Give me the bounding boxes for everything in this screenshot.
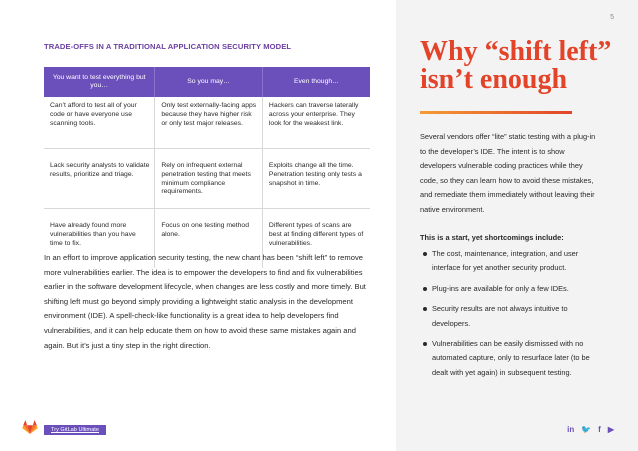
table-header-cell: Even though… <box>262 67 370 97</box>
facebook-icon[interactable]: f <box>598 425 601 434</box>
list-item <box>420 337 600 380</box>
sidebar-headline <box>420 38 620 94</box>
table-row <box>44 97 370 149</box>
table-header-cell: So you may… <box>155 67 263 97</box>
try-gitlab-ultimate-button[interactable]: Try GitLab Ultimate <box>44 425 106 435</box>
list-item <box>420 247 600 276</box>
table-cell: Only test externally-facing apps because they have higher risk or only test major releases. <box>155 97 263 149</box>
body-paragraph: In an effort to improve application security testing, the new chant has been “shift left” to remove more vulnerabilities earlier. The idea is to empower the developers to find and fix vulnerabilities earlier in the software development lifecycle, when changes are less costly and more timely. But shifting left must go beyond simply providing a lightweight static analysis in the development environment (IDE). A spell-check-like functionality is a great idea to help developers find vulnerabilities, and it can help educate them on how to avoid these same mistakes again and again. But it’s just a tiny step in the right direction. <box>44 253 366 350</box>
shortcomings-list <box>420 247 600 386</box>
bullet-icon <box>423 252 427 256</box>
table-cell: Have already found more vulnerabilities than you have time to fix. <box>44 209 155 269</box>
table-title: TRADE-OFFS IN A TRADITIONAL APPLICATION SECURITY MODEL <box>44 42 292 51</box>
bullet-icon <box>423 287 427 291</box>
bullet-icon <box>423 342 427 346</box>
table-cell: Rely on infrequent external penetration testing that meets minimum compliance requirements. <box>155 149 263 209</box>
twitter-icon[interactable]: 🐦 <box>581 425 592 434</box>
list-item <box>420 302 600 331</box>
linkedin-icon[interactable]: in <box>567 425 575 434</box>
table-cell: Exploits change all the time. Penetration testing only tests a snapshot in time. <box>262 149 370 209</box>
table-cell: Focus on one testing method alone. <box>155 209 263 269</box>
table-header-cell: You want to test everything but you… <box>44 67 155 97</box>
gitlab-logo-icon <box>22 420 38 434</box>
table-cell: Can’t afford to test all of your code or have everyone use scanning tools. <box>44 97 155 149</box>
social-links <box>567 425 614 435</box>
table-cell: Lack security analysts to validate results, prioritize and triage. <box>44 149 155 209</box>
table-cell: Hackers can traverse laterally across your enterprise. They look for the weakest link. <box>262 97 370 149</box>
table-cell: Different types of scans are best at finding different types of vulnerabilities. <box>268 222 364 247</box>
list-item-text: Vulnerabilities can be easily dismissed with no automated capture, only to resurface later (to be dealt with yet again) in subsequent testing. <box>432 339 590 377</box>
bullet-icon <box>423 307 427 311</box>
list-item <box>420 282 600 296</box>
table-header-row <box>44 67 370 97</box>
youtube-icon[interactable]: ▶ <box>607 425 614 434</box>
list-item-text: The cost, maintenance, integration, and user interface for yet another security product. <box>432 249 579 273</box>
page-number: 5 <box>610 14 614 21</box>
shortcomings-heading: This is a start, yet shortcomings include: <box>420 233 564 242</box>
headline-line: Why “shift left” <box>420 36 612 67</box>
tradeoffs-table <box>44 67 370 268</box>
list-item-text: Security results are not always intuitive to developers. <box>432 304 568 328</box>
sidebar-intro: Several vendors offer “lite” static testing with a plug-in to the developer’s IDE. The intent is to show developers vulnerable coding practices while they code, so they can learn how to avoid these mistakes, and remediate them immediately without leaving their native environment. <box>420 132 596 214</box>
table-row <box>44 149 370 209</box>
list-item-text: Plug-ins are available for only a few IDEs. <box>432 283 569 293</box>
headline-divider <box>420 111 572 114</box>
headline-line: isn’t enough <box>420 64 568 95</box>
